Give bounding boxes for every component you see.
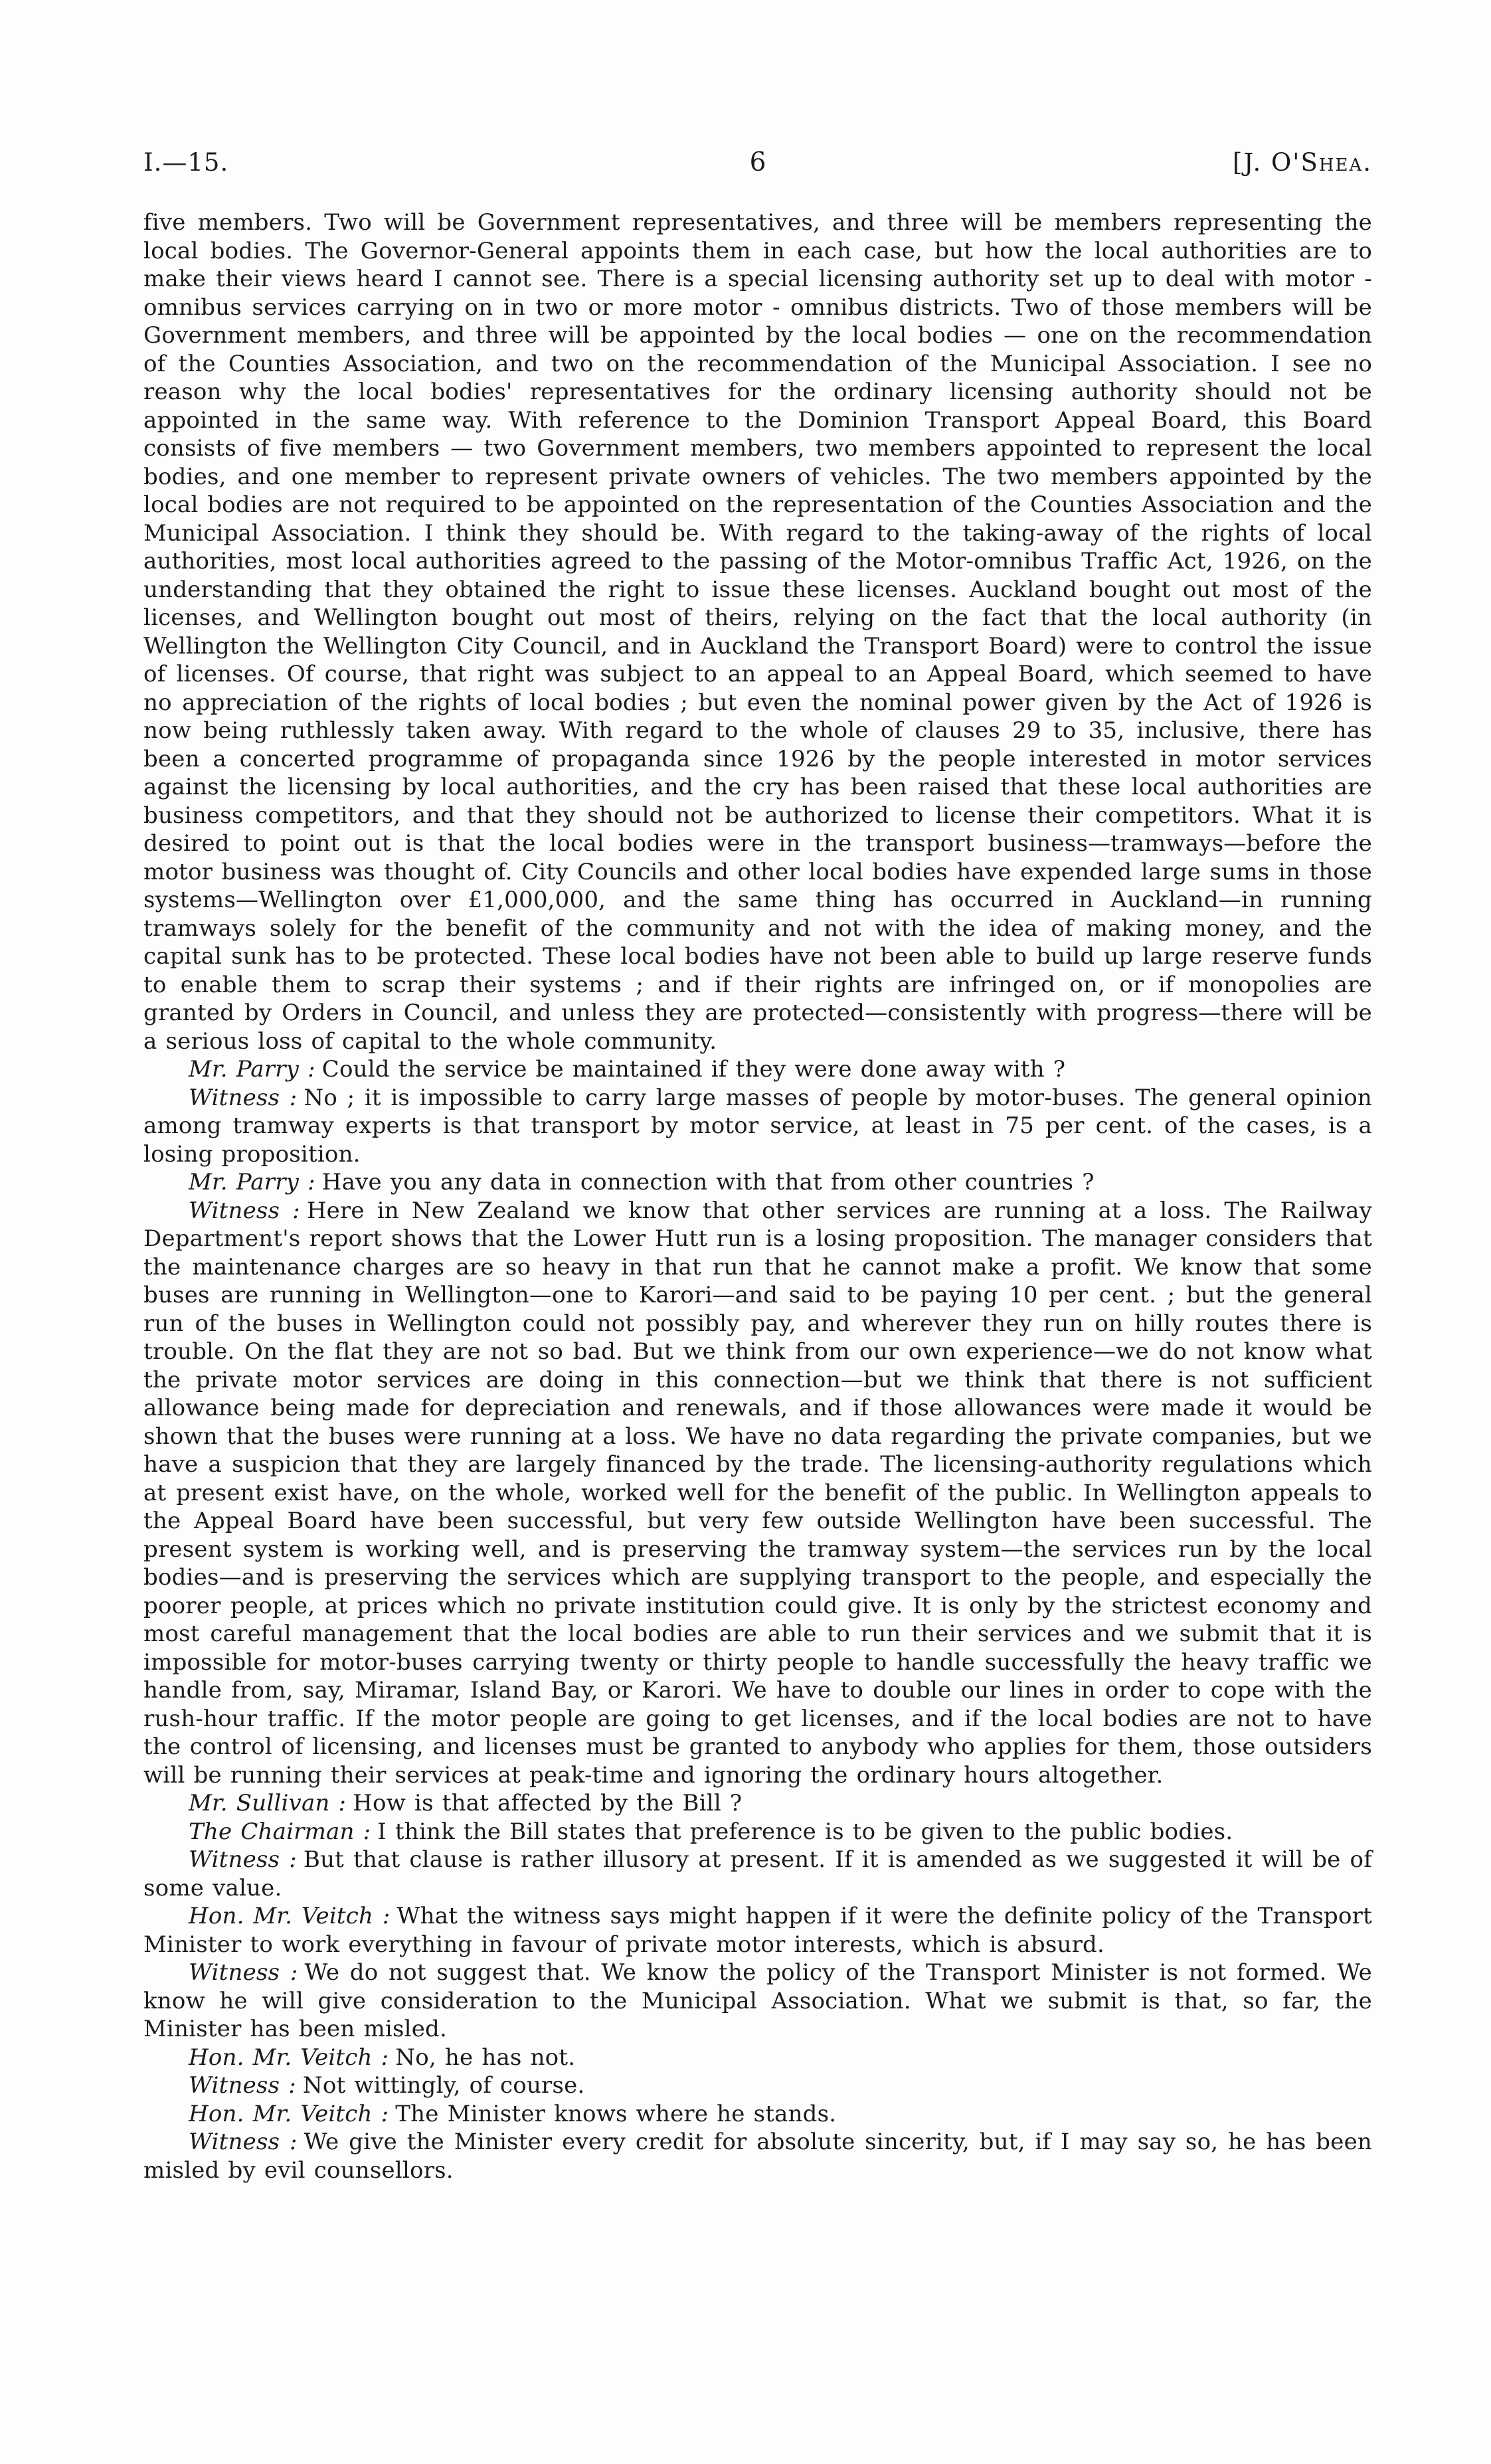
dialogue-line bbox=[143, 1959, 1372, 2044]
page-header bbox=[143, 147, 1372, 177]
dialogue-text: Could the service be maintained if they were done away with ? bbox=[321, 1056, 1066, 1083]
dialogue-line bbox=[143, 2071, 1372, 2100]
dialogue-text: The Minister knows where he stands. bbox=[395, 2100, 837, 2127]
dialogue-text: We give the Minister every credit for absolute sincerity, but, if I may say so, he has been misled by evil counsellors. bbox=[143, 2129, 1372, 2184]
dialogue-line bbox=[143, 2100, 1372, 2129]
speaker-name: Hon. Mr. Veitch : bbox=[189, 2044, 389, 2071]
testimony-body bbox=[143, 209, 1372, 2184]
page-number: 6 bbox=[749, 147, 766, 177]
dialogue-text: Have you any data in connection with that from other countries ? bbox=[321, 1169, 1095, 1195]
dialogue-text: No, he has not. bbox=[395, 2044, 576, 2071]
dialogue-line bbox=[143, 1084, 1372, 1169]
speaker-name: Witness : bbox=[189, 1197, 300, 1224]
witness-attribution: [J. O'Shea. bbox=[1233, 148, 1373, 177]
paper-number: I.—15. bbox=[143, 148, 229, 177]
dialogue-text: But that clause is rather illusory at present. If it is amended as we suggested it will be of some value. bbox=[143, 1846, 1372, 1901]
speaker-name: The Chairman : bbox=[189, 1818, 371, 1845]
dialogue-line bbox=[143, 2044, 1372, 2072]
speaker-name: Witness : bbox=[189, 1846, 297, 1873]
speaker-name: Hon. Mr. Veitch : bbox=[189, 2100, 389, 2127]
dialogue-line bbox=[143, 1197, 1372, 1790]
speaker-name: Witness : bbox=[189, 1084, 298, 1111]
dialogue-text: No ; it is impossible to carry large masses of people by motor-buses. The general opinion among tramway experts is that transport by motor service, at least in 75 per cent. of the cases, is a losing proposition. bbox=[143, 1084, 1372, 1168]
speaker-name: Witness : bbox=[189, 1959, 298, 1986]
dialogue-line bbox=[143, 1055, 1372, 1084]
testimony-paragraph: five members. Two will be Government representatives, and three will be members representing the local bodies. The Governor-General appoints them in each case, but how the local authorities are to make their views heard I cannot see. There is a special licensing authority set up to deal with motor - omnibus services carrying on in two or more motor - omnibus districts. Two of those members will be Government members, and three will be appointed by the local bodies — one on the recommendation of the Counties Association, and two on the recommendation of the Municipal Association. I see no reason why the local bodies' representatives for the ordinary licensing authority should not be appointed in the same way. With reference to the Dominion Transport Appeal Board, this Board consists of five members — two Government members, two members appointed to represent the local bodies, and one member to represent private owners of vehicles. The two members appointed by the local bodies are not required to be appointed on the representation of the Counties Association and the Municipal Association. I think they should be. With regard to the taking-away of the rights of local authorities, most local authorities agreed to the passing of the Motor-omnibus Traffic Act, 1926, on the understanding that they obtained the right to issue these licenses. Auckland bought out most of the licenses, and Wellington bought out most of theirs, relying on the fact that the local authority (in Wellington the Wellington City Council, and in Auckland the Transport Board) were to control the issue of licenses. Of course, that right was subject to an appeal to an Appeal Board, which seemed to have no appreciation of the rights of local bodies ; but even the nominal power given by the Act of 1926 is now being ruthlessly taken away. With regard to the whole of clauses 29 to 35, inclusive, there has been a concerted programme of propaganda since 1926 by the people interested in motor services against the licensing by local authorities, and the cry has been raised that these local authorities are business competitors, and that they should not be authorized to license their competitors. What it is desired to point out is that the local bodies were in the transport business—tramways—before the motor business was thought of. City Councils and other local bodies have expended large sums in those systems—Wellington over £1,000,000, and the same thing has occurred in Auckland—in running tramways solely for the benefit of the community and not with the idea of making money, and the capital sunk has to be protected. These local bodies have not been able to build up large reserve funds to enable them to scrap their systems ; and if their rights are infringed on, or if monopolies are granted by Orders in Council, and unless they are protected—consistently with progress—there will be a serious loss of capital to the whole community. bbox=[143, 209, 1372, 1055]
dialogue-text: Not wittingly, of course. bbox=[302, 2072, 585, 2099]
speaker-name: Hon. Mr. Veitch : bbox=[189, 1903, 391, 1929]
speaker-name: Witness : bbox=[189, 2129, 298, 2155]
dialogue-text: Here in New Zealand we know that other services are running at a loss. The Railway Department's report shows that the Lower Hutt run is a losing proposition. The manager considers that the maintenance charges are so heavy in that run that he cannot make a profit. We know that some buses are running in Wellington—one to Karori—and said to be paying 10 per cent. ; but the general run of the buses in Wellington could not possibly pay, and wherever they run on hilly routes there is trouble. On the flat they are not so bad. But we think from our own experience—we do not know what the private motor services are doing in this connection—but we think that there is not sufficient allowance being made for depreciation and renewals, and if those allowances were made it would be shown that the buses were running at a loss. We have no data regarding the private companies, but we have a suspicion that they are largely financed by the trade. The licensing-authority regulations which at present exist have, on the whole, worked well for the benefit of the public. In Wellington appeals to the Appeal Board have been successful, but very few outside Wellington have been successful. The present system is working well, and is preserving the tramway system—the services run by the local bodies—and is preserving the services which are supplying transport to the people, and especially the poorer people, at prices which no private institution could give. It is only by the strictest economy and most careful management that the local bodies are able to run their services and we submit that it is impossible for motor-buses carrying twenty or thirty people to handle successfully the heavy traffic we handle from, say, Miramar, Island Bay, or Karori. We have to double our lines in order to cope with the rush-hour traffic. If the motor people are going to get licenses, and if the local bodies are not to have the control of licensing, and licenses must be granted to anybody who applies for them, those outsiders will be running their services at peak-time and ignoring the ordinary hours altogether. bbox=[143, 1197, 1372, 1789]
speaker-name: Mr. Parry : bbox=[189, 1056, 315, 1083]
dialogue-text: What the witness says might happen if it were the definite policy of the Transport Minister to work everything in favour of private motor interests, which is absurd. bbox=[143, 1903, 1372, 1958]
dialogue-line bbox=[143, 1818, 1372, 1846]
dialogue-text: We do not suggest that. We know the policy of the Transport Minister is not formed. We know he will give consideration to the Municipal Association. What we submit is that, so far, the Minister has been misled. bbox=[143, 1959, 1372, 2042]
dialogue-line bbox=[143, 1902, 1372, 1959]
speaker-name: Witness : bbox=[189, 2072, 296, 2099]
dialogue-line bbox=[143, 2128, 1372, 2184]
dialogue-line bbox=[143, 1846, 1372, 1902]
dialogue-text: I think the Bill states that preference is to be given to the public bodies. bbox=[377, 1818, 1233, 1845]
speaker-name: Mr. Sullivan : bbox=[189, 1790, 347, 1816]
dialogue-line bbox=[143, 1789, 1372, 1818]
speaker-name: Mr. Parry : bbox=[189, 1169, 315, 1195]
dialogue-text: How is that affected by the Bill ? bbox=[353, 1790, 743, 1816]
dialogue-line bbox=[143, 1168, 1372, 1197]
